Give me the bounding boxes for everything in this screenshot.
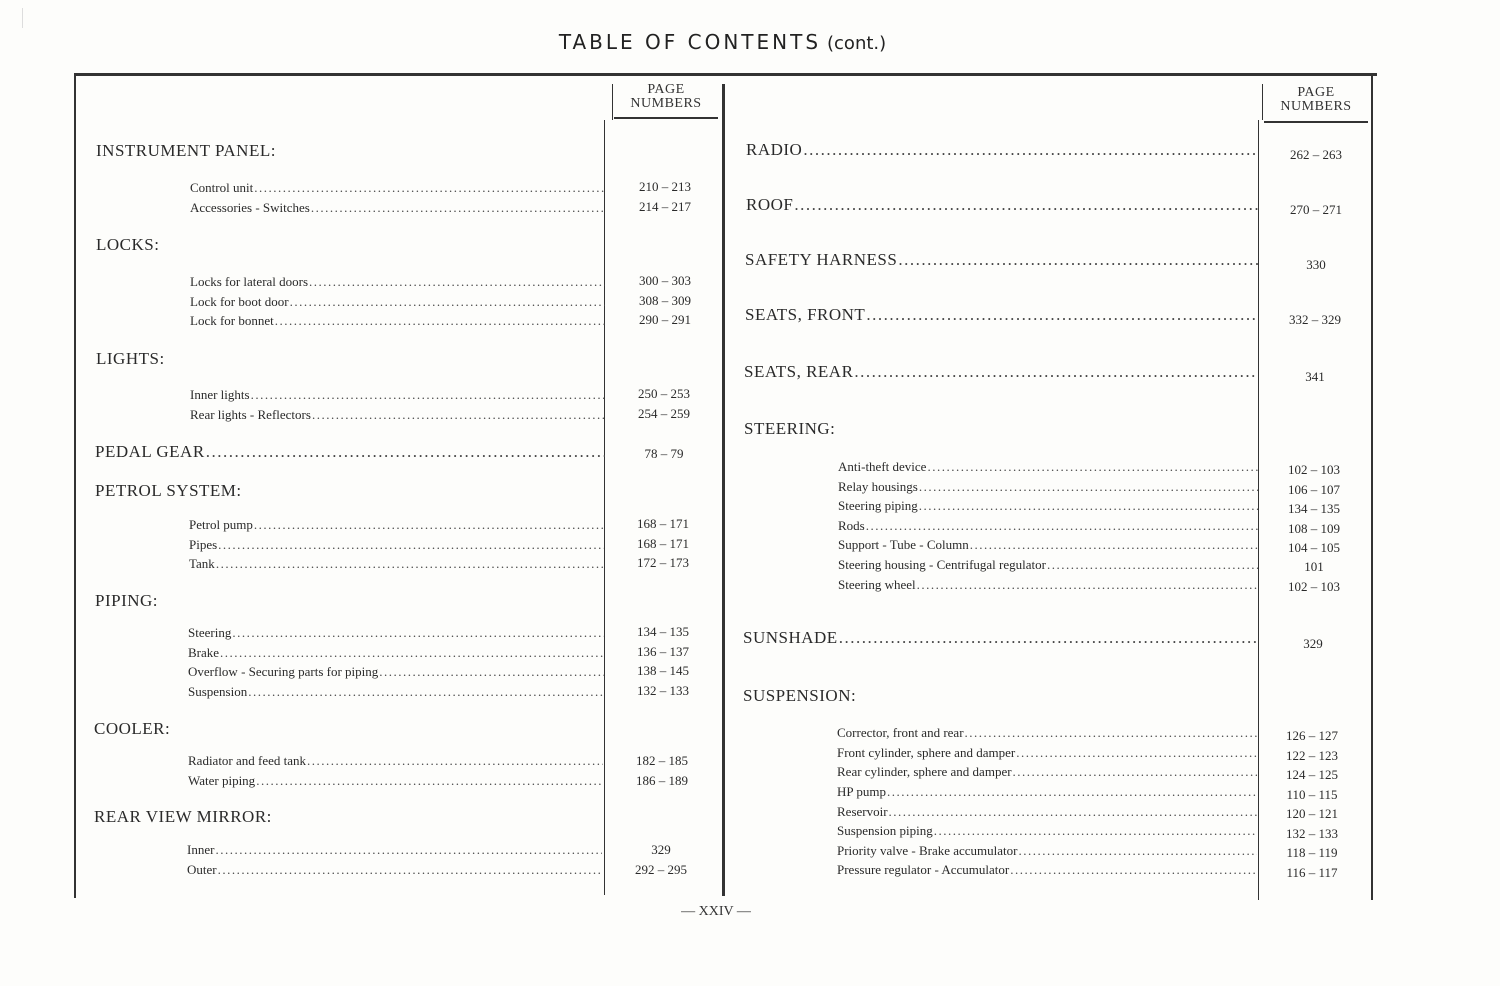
toc-entry[interactable]	[188, 625, 604, 641]
section-heading-suspension: SUSPENSION:	[743, 686, 857, 705]
toc-entry[interactable]	[838, 577, 1258, 593]
leader-dots	[307, 753, 603, 769]
leader-dots	[839, 628, 1258, 648]
entry-pages: 120 – 121	[1286, 806, 1338, 821]
leader-dots	[970, 537, 1258, 553]
entry-label: Steering housing - Centrifugal regulator	[838, 557, 1046, 572]
toc-entry[interactable]	[838, 479, 1258, 495]
entry-label: Pipes	[189, 537, 218, 552]
leader-dots	[206, 442, 605, 462]
entry-pages: 126 – 127	[1286, 728, 1338, 743]
table-right-border	[1371, 73, 1373, 900]
toc-entry[interactable]	[190, 200, 605, 216]
entry-label: Support - Tube - Column	[838, 537, 969, 552]
entry-pages: 270 – 271	[1290, 202, 1342, 217]
page-edge-mark	[22, 8, 23, 28]
leader-dots	[1047, 557, 1258, 573]
entry-label: Suspension piping	[837, 823, 933, 838]
entry-label: Corrector, front and rear	[837, 725, 964, 740]
entry-pages: 132 – 133	[637, 683, 689, 698]
toc-entry-roof[interactable]	[746, 195, 1258, 215]
entry-pages: 214 – 217	[639, 199, 691, 214]
entry-label: Control unit	[190, 180, 254, 195]
table-top-rule	[74, 73, 1377, 76]
leader-dots	[934, 823, 1257, 839]
entry-label: Rods	[838, 518, 865, 533]
leader-dots	[1013, 764, 1257, 780]
entry-label: Steering piping	[838, 498, 918, 513]
toc-entry[interactable]	[837, 764, 1257, 780]
leader-dots	[309, 274, 605, 290]
toc-entry[interactable]	[838, 518, 1258, 534]
toc-entry-sunshade[interactable]	[743, 628, 1258, 648]
section-heading-steering: STEERING:	[744, 419, 836, 438]
leader-dots	[803, 140, 1258, 160]
left-header-rule	[614, 117, 718, 119]
leader-dots	[794, 195, 1258, 215]
leader-dots	[889, 804, 1257, 820]
entry-label: Locks for lateral doors	[190, 274, 309, 289]
entry-label: Outer	[187, 862, 217, 877]
entry-label: Inner	[187, 842, 215, 857]
section-heading-piping: PIPING:	[95, 591, 159, 610]
toc-entry[interactable]	[189, 537, 604, 553]
entry-label: Rear lights - Reflectors	[190, 407, 311, 422]
leader-dots	[311, 200, 605, 216]
table-left-border	[74, 73, 76, 898]
leader-dots	[251, 387, 605, 403]
entry-pages: 329	[651, 842, 671, 857]
entry-label: Water piping	[188, 773, 256, 788]
entry-label: Front cylinder, sphere and damper	[837, 745, 1016, 760]
entry-pages: 124 – 125	[1286, 767, 1338, 782]
leader-dots	[218, 862, 602, 878]
entry-pages: 300 – 303	[639, 273, 691, 288]
section-heading-instrument-panel: INSTRUMENT PANEL:	[96, 141, 276, 160]
toc-entry[interactable]	[189, 556, 604, 572]
leader-dots	[254, 180, 605, 196]
toc-entry[interactable]	[837, 804, 1257, 820]
toc-entry[interactable]	[190, 313, 605, 329]
leader-dots	[965, 725, 1257, 741]
toc-entry[interactable]	[188, 684, 604, 700]
title-text: TABLE OF CONTENTS	[558, 30, 822, 54]
left-page-column-divider	[604, 120, 605, 895]
entry-label: Overflow - Securing parts for piping	[188, 664, 379, 679]
entry-pages: 250 – 253	[638, 386, 690, 401]
entry-pages: 134 – 135	[637, 624, 689, 639]
entry-pages: 186 – 189	[636, 773, 688, 788]
toc-entry-pedal-gear[interactable]	[95, 442, 605, 462]
entry-label: Tank	[189, 556, 215, 571]
entry-label: Inner lights	[190, 387, 250, 402]
leader-dots	[1016, 745, 1257, 761]
leader-dots	[275, 313, 605, 329]
leader-dots	[215, 842, 602, 858]
entry-label: Relay housings	[838, 479, 918, 494]
entry-pages: 168 – 171	[637, 516, 689, 531]
leader-dots	[379, 664, 604, 680]
page-title	[0, 30, 1445, 54]
toc-entry[interactable]	[188, 645, 604, 661]
header-line-numbers: NUMBERS	[630, 96, 702, 111]
header-line-numbers: NUMBERS	[1280, 99, 1352, 114]
entry-pages: 132 – 133	[1286, 826, 1338, 841]
leader-dots	[232, 625, 604, 641]
entry-label: RADIO	[746, 140, 803, 159]
entry-pages: 101	[1304, 559, 1324, 574]
leader-dots	[216, 556, 604, 572]
leader-dots	[927, 459, 1258, 475]
toc-entry[interactable]	[838, 537, 1258, 553]
entry-label: Rear cylinder, sphere and damper	[837, 764, 1012, 779]
entry-pages: 78 – 79	[644, 446, 684, 461]
entry-pages: 104 – 105	[1288, 540, 1340, 555]
entry-pages: 122 – 123	[1286, 748, 1338, 763]
entry-label: Lock for boot door	[190, 294, 289, 309]
entry-pages: 262 – 263	[1290, 147, 1342, 162]
section-heading-rear-view-mirror: REAR VIEW MIRROR:	[94, 807, 272, 826]
toc-entry[interactable]	[188, 773, 603, 789]
toc-entry[interactable]	[837, 725, 1257, 741]
entry-pages: 292 – 295	[635, 862, 687, 877]
section-heading-lights: LIGHTS:	[96, 349, 165, 368]
toc-entry-radio[interactable]	[746, 140, 1258, 160]
leader-dots	[919, 479, 1258, 495]
entry-pages: 308 – 309	[639, 293, 691, 308]
toc-entry-seats-front[interactable]	[745, 305, 1258, 325]
entry-pages: 172 – 173	[637, 555, 689, 570]
page-number-footer: — XXIV —	[681, 904, 751, 919]
toc-entry[interactable]	[188, 664, 604, 680]
leader-dots	[290, 294, 605, 310]
entry-label: Reservoir	[837, 804, 888, 819]
entry-label: Anti-theft device	[838, 459, 927, 474]
leader-dots	[898, 250, 1258, 270]
entry-label: SEATS, REAR	[744, 362, 854, 381]
entry-label: Accessories - Switches	[190, 200, 310, 215]
entry-pages: 134 – 135	[1288, 501, 1340, 516]
entry-label: Brake	[188, 645, 220, 660]
header-line-page: PAGE	[1297, 85, 1335, 100]
entry-pages: 116 – 117	[1286, 865, 1338, 880]
toc-entry[interactable]	[187, 862, 602, 878]
entry-pages: 329	[1303, 636, 1323, 651]
leader-dots	[866, 518, 1258, 534]
leader-dots	[866, 305, 1258, 325]
toc-entry[interactable]	[837, 862, 1257, 878]
toc-entry[interactable]	[838, 459, 1258, 475]
leader-dots	[254, 517, 604, 533]
entry-pages: 102 – 103	[1288, 579, 1340, 594]
header-line-page: PAGE	[647, 82, 685, 97]
toc-entry[interactable]	[837, 823, 1257, 839]
entry-pages: 168 – 171	[637, 536, 689, 551]
entry-pages: 182 – 185	[636, 753, 688, 768]
entry-label: SUNSHADE	[743, 628, 838, 647]
leader-dots	[1019, 843, 1258, 859]
entry-label: HP pump	[837, 784, 886, 799]
right-page-column-divider	[1258, 120, 1259, 900]
toc-entry[interactable]	[190, 294, 605, 310]
toc-entry[interactable]	[190, 387, 605, 403]
entry-label: Radiator and feed tank	[188, 753, 307, 768]
entry-pages: 106 – 107	[1288, 482, 1340, 497]
right-page-numbers-header	[1264, 86, 1368, 114]
entry-pages: 138 – 145	[637, 663, 689, 678]
toc-entry[interactable]	[190, 407, 605, 423]
right-header-rule	[1264, 121, 1368, 123]
leader-dots	[1010, 862, 1257, 878]
entry-label: Suspension	[188, 684, 248, 699]
entry-label: Pressure regulator - Accumulator	[837, 862, 1010, 877]
toc-entry[interactable]	[190, 180, 605, 196]
leader-dots	[218, 537, 604, 553]
section-heading-locks: LOCKS:	[96, 235, 160, 254]
toc-entry[interactable]	[189, 517, 604, 533]
toc-entry[interactable]	[188, 753, 603, 769]
section-heading-petrol-system: PETROL SYSTEM:	[95, 481, 242, 500]
center-divider	[722, 84, 725, 896]
leader-dots	[917, 577, 1258, 593]
toc-entry[interactable]	[838, 498, 1258, 514]
right-header-divider	[1262, 84, 1263, 120]
entry-label: PEDAL GEAR	[95, 442, 205, 461]
toc-entry-seats-rear[interactable]	[744, 362, 1258, 382]
leader-dots	[854, 362, 1258, 382]
entry-label: Steering	[188, 625, 232, 640]
entry-pages: 290 – 291	[639, 312, 691, 327]
toc-entry[interactable]	[838, 557, 1258, 573]
toc-entry[interactable]	[187, 842, 602, 858]
entry-label: Steering wheel	[838, 577, 916, 592]
toc-entry-safety-harness[interactable]	[745, 250, 1258, 270]
entry-pages: 332 – 329	[1289, 312, 1341, 327]
entry-pages: 136 – 137	[637, 644, 689, 659]
entry-label: Petrol pump	[189, 517, 253, 532]
entry-label: SEATS, FRONT	[745, 305, 866, 324]
entry-label: SAFETY HARNESS	[745, 250, 898, 269]
left-header-divider	[612, 84, 613, 120]
toc-entry[interactable]	[837, 784, 1257, 800]
entry-pages: 341	[1305, 369, 1325, 384]
toc-entry[interactable]	[190, 274, 605, 290]
entry-pages: 102 – 103	[1288, 462, 1340, 477]
leader-dots	[220, 645, 604, 661]
toc-entry[interactable]	[837, 745, 1257, 761]
entry-label: Lock for bonnet	[190, 313, 274, 328]
entry-pages: 110 – 115	[1286, 787, 1338, 802]
leader-dots	[312, 407, 605, 423]
toc-entry[interactable]	[837, 843, 1257, 859]
leader-dots	[887, 784, 1257, 800]
section-heading-cooler: COOLER:	[94, 719, 171, 738]
entry-pages: 330	[1306, 257, 1326, 272]
title-suffix: (cont.)	[827, 33, 887, 54]
entry-label: ROOF	[746, 195, 794, 214]
entry-pages: 118 – 119	[1286, 845, 1338, 860]
leader-dots	[256, 773, 603, 789]
leader-dots	[919, 498, 1258, 514]
entry-pages: 210 – 213	[639, 179, 691, 194]
entry-pages: 108 – 109	[1288, 521, 1340, 536]
left-page-numbers-header	[614, 83, 718, 111]
leader-dots	[248, 684, 604, 700]
entry-label: Priority valve - Brake accumulator	[837, 843, 1018, 858]
entry-pages: 254 – 259	[638, 406, 690, 421]
